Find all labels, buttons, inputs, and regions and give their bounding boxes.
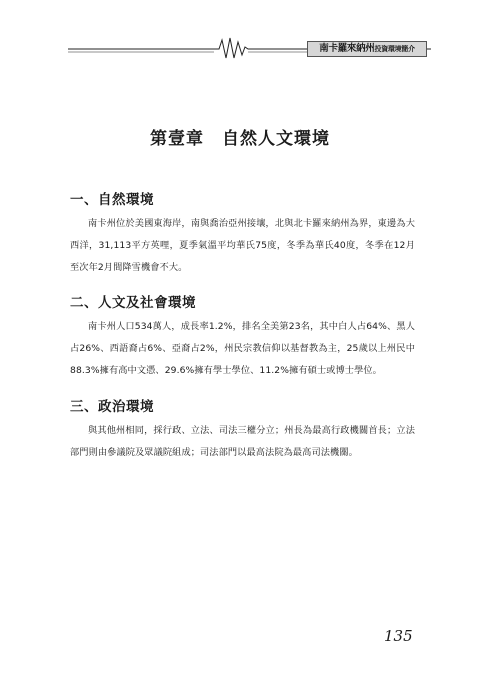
section-heading-political-environment: 三、政治環境 — [70, 399, 154, 415]
header-title-main: 南卡羅來納州 — [319, 43, 375, 54]
chapter-title: 第壹章 自然人文環境 — [150, 129, 330, 149]
section-paragraph-political-environment: 與其他州相同，採行政、立法、司法三權分立；州長為最高行政機關首長；立法部門則由參議院及眾議院組成；司法部門以最高法院為最高司法機關。 — [70, 425, 415, 458]
heartbeat-line-icon — [0, 0, 480, 70]
header-title-sub: 投資環境簡介 — [374, 45, 415, 53]
page-header — [0, 0, 480, 70]
section-paragraph-humanities-society: 南卡州人口534萬人，成長率1.2%，排名全美第23名，其中白人占64%、黑人占26%、西語裔占6%、亞裔占2%，州民宗教信仰以基督教為主，25歲以上州民中88.3%擁有高中文憑、29.6%擁有學士學位、11.2%擁有碩士或博士學位。 — [70, 321, 415, 376]
page-number: 135 — [384, 627, 413, 645]
section-heading-humanities-society: 二、人文及社會環境 — [70, 295, 196, 311]
section-heading-natural-environment: 一、自然環境 — [70, 192, 154, 208]
running-header-title — [307, 41, 427, 57]
section-paragraph-natural-environment: 南卡州位於美國東海岸，南與喬治亞州接壤，北與北卡羅來納州為界，東邊為大西洋，31,113平方英哩，夏季氣溫平均華氏75度，冬季為華氏40度，冬季在12月至次年2月間降雪機會不大。 — [70, 218, 415, 273]
